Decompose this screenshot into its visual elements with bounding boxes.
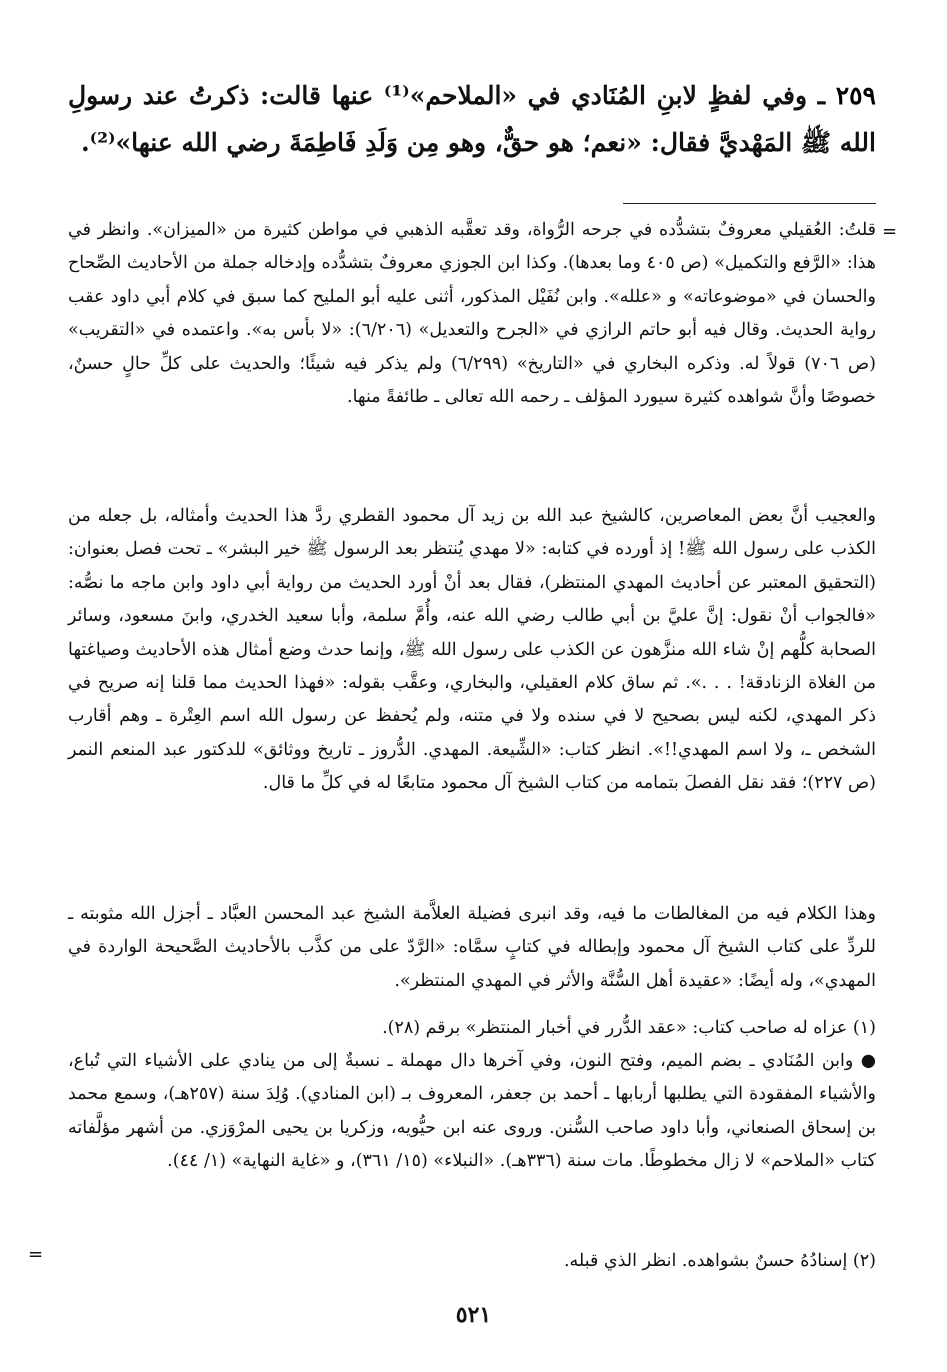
footnote-paragraph-2: والعجيب أنَّ بعض المعاصرين، كالشيخ عبد الله بن زيد آل محمود القطري ردَّ هذا الحديث وأمثاله، بل جعله من الكذب على رسول الله ﷺ! إذ أورده في كتابه: «لا مهدي يُنتظر بعد الرسول ﷺ خير البشر» ـ تحت فصل بعنوان: (التحقيق المعتبر عن أحاديث المهدي المنتظر)، فقال بعد أنْ أورد الحديث من رواية أبي داود وابن ماجه ما نصُّه: «فالجواب أنْ نقول: إنَّ عليَّ بن أبي طالب رضي الله عنه، وأُمَّ سلمة، وأبا سعيد الخدري، وابنَ مسعود، وسائر الصحابة كلُّهم إنْ شاء الله منزَّهون عن الكذب على رسول الله ﷺ، وإنما حدث وضع أمثال هذه الأحاديث وصياغتها من الغلاة الزنادقة! . . .». ثم ساق كلام العقيلي، والبخاري، وعقَّب بقوله: «فهذا الحديث مما قلنا إنه صريح في ذكر المهدي، لكنه ليس بصحيح لا في سنده ولا في متنه، ولم يُحفظ عن رسول الله اسم العِتْرة ـ وهم أقارب الشخص ـ، ولا اسم المهدي!!». انظر كتاب: «الشِّيعة. المهدي. الدُّروز ـ تاريخ ووثائق» للدكتور عبد المنعم النمر (ص ٢٢٧)؛ فقد نقل الفصلَ بتمامه من كتاب الشيخ آل محمود متابعًا له في كلِّ ما قال. <box>68 506 876 794</box>
continuation-marker-bottom: = <box>28 1244 44 1265</box>
page-number: ٥٢١ <box>455 1302 492 1328</box>
footnote-paragraph-3: وهذا الكلام فيه من المغالطات ما فيه، وقد انبرى فضيلة العلاَّمة الشيخ عبد المحسن العبَّاد ـ أجزل الله مثوبته ـ للردِّ على كتاب الشيخ آل محمود وإبطاله في كتابٍ سمَّاه: «الرَّدّ على من كذَّب بالأحاديث الصَّحيحة الواردة في المهدي»، وله أيضًا: «عقيدة أهل السُّنَّة والأثر في المهدي المنتظر». <box>68 904 876 991</box>
footnote-1: (١) عزاه له صاحب كتاب: «عقد الدُّرر في أخبار المنتظر» برقم (٢٨). <box>382 1018 876 1038</box>
footnote-2: (٢) إسنادُهُ حسنٌ بشواهده. انظر الذي قبله. <box>563 1251 876 1271</box>
continuation-marker-top: = <box>882 221 898 242</box>
hadith-body: ـ وفي لفظٍ لابنِ المُنَادي في «الملاحم»⁽¹⁾ عنها قالت: ذكرتُ عند رسولِ الله ﷺ المَهْديَّ فقال: «نعم؛ هو حقٌّ، وهو مِن وَلَدِ فَاطِمَةَ رضي الله عنها»⁽²⁾. <box>68 81 876 157</box>
main-hadith-text <box>68 72 876 166</box>
footnote-narrator-note: ● وابن المُنَادي ـ بضم الميم، وفتح النون، وفي آخرها دال مهملة ـ نسبةٌ إلى من ينادي على الأشياء التي تُباع، والأشياء المفقودة التي يطلبها أربابها ـ أحمد بن جعفر، المعروف بـ (ابن المنادي). وُلِدَ سنة (٢٥٧هـ)، وسمع محمد بن إسحاق الصنعاني، وأبا داود صاحب السُّنن. وروى عنه ابن حيُّويه، وزكريا بن يحيى المرْوَزي. من أشهر مؤلَّفاته كتاب «الملاحم» لا زال مخطوطًا. مات سنة (٣٣٦هـ). «النبلاء» (١٥/ ٣٦١)، و «غاية النهاية» (١/ ٤٤). <box>68 1051 877 1172</box>
footnote-separator <box>623 203 876 204</box>
hadith-number: ٢٥٩ <box>835 81 876 110</box>
footnote-paragraph-1: قلتُ: العُقيلي معروفٌ بتشدُّده في جرحه الرُّواة، وقد تعقَّبه الذهبي في مواطن كثيرة من «الميزان». وانظر في هذا: «الرَّفع والتكميل» (ص ٤٠٥ وما بعدها). وكذا ابن الجوزي معروفٌ بتشدُّده وإدخاله جملة من الأحاديث الصِّحاح والحسان في «موضوعاته» و «علله». وابن نُفَيْل المذكور، أثنى عليه أبو المليح كما سبق في كلام أبي داود عقب رواية الحديث. وقال فيه أبو حاتم الرازي في «الجرح والتعديل» (٦/٢٠٦): «لا بأس به». واعتمده في «التقريب» (ص ٧٠٦) قولاً له. وذكره البخاري في «التاريخ» (٦/٢٩٩) ولم يذكر فيه شيئًا؛ والحديث على كلِّ حالٍ حسنٌ، خصوصًا وأنَّ شواهده كثيرة سيورد المؤلف ـ رحمه الله تعالى ـ طائفةً منها. <box>68 220 877 408</box>
